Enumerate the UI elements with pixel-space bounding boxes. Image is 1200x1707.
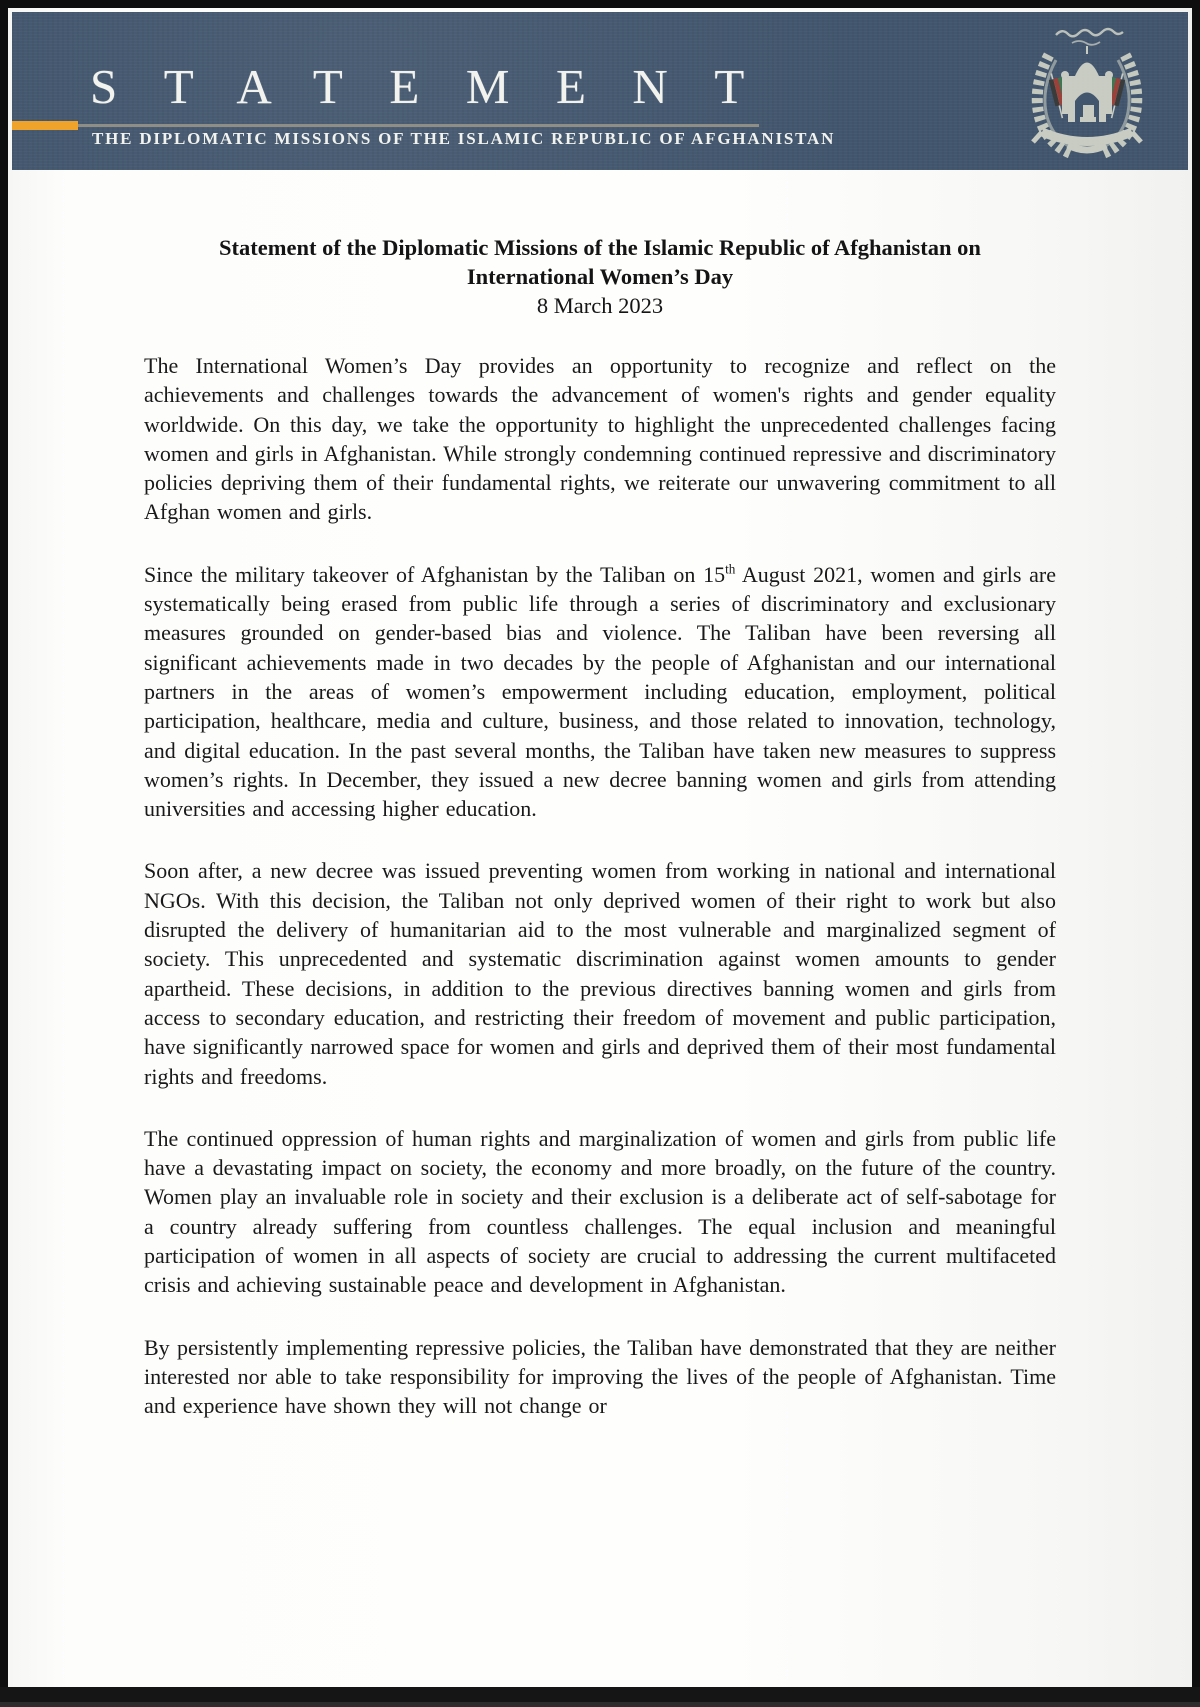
document-page [8, 8, 1192, 1687]
banner-subtitle: THE DIPLOMATIC MISSIONS OF THE ISLAMIC REPUBLIC OF AFGHANISTAN [92, 129, 836, 148]
paragraph: The International Women’s Day provides an opportunity to recognize and reflect on the achievements and challenges towards the advancement of women's rights and gender equality worldwide. On this day, we take the opportunity to highlight the unprecedented challenges facing women and girls in Afghanistan. While strongly condemning continued repressive and discriminatory policies depriving them of their fundamental rights, we reiterate our unwavering commitment to all Afghan women and girls. [144, 353, 1056, 525]
heading-line2: International Women’s Day [466, 264, 734, 289]
afghanistan-national-emblem-icon [1012, 18, 1162, 168]
paragraph: The continued oppression of human rights and marginalization of women and girls from public life have a devastating impact on society, the economy and more broadly, on the future of the country. Women play an invaluable role in society and their exclusion is a deliberate act of self-sabotage for a country already suffering from countless challenges. The equal inclusion and meaningful participation of women in all aspects of society are crucial to addressing the current multifaceted crisis and achieving sustainable peace and development in Afghanistan. [144, 1125, 1056, 1298]
banner-title: STATEMENT [90, 59, 791, 114]
document-heading [144, 233, 1056, 320]
paragraph: Soon after, a new decree was issued preventing women from working in national and international NGOs. With this decision, the Taliban not only deprived women of their right to work but also disrupted the delivery of humanitarian aid to the most vulnerable and marginalized segment of society. This unprecedented and systematic discrimination against women amounts to gender apartheid. These decisions, in addition to the previous directives banning women and girls from access to secondary education, and restricting their freedom of movement and public participation, have significantly narrowed space for women and girls and deprived them of their most fundamental rights and freedoms. [144, 858, 1056, 1089]
paragraph: Since the military takeover of Afghanistan by the Taliban on 15th August 2021, women and girls are systematically being erased from public life through a series of discriminatory and exclusionary measures grounded on gender-based bias and violence. The Taliban have been reversing all significant achievements made in two decades by the people of Afghanistan and our international partners in the areas of women’s empowerment including education, employment, political participation, healthcare, media and culture, business, and those related to innovation, technology, and digital education. In the past several months, the Taliban have taken new measures to suppress women’s rights. In December, they issued a new decree banning women and girls from attending universities and accessing higher education. [144, 561, 1056, 822]
heading-date: 8 March 2023 [536, 293, 664, 318]
paragraphs [144, 351, 1056, 1454]
paragraph: By persistently implementing repressive policies, the Taliban have demonstrated that they are neither interested nor able to take responsibility for improving the lives of the people of Afghanistan. Time and experience have shown they will not change or [144, 1334, 1056, 1419]
banner-rule-line [78, 124, 759, 127]
heading-line1: Statement of the Diplomatic Missions of the Islamic Republic of Afghanistan on [219, 235, 981, 260]
banner-accent-bar [12, 121, 78, 130]
statement-banner [12, 12, 1188, 170]
scan-bottom-edge-light [0, 1702, 1200, 1707]
